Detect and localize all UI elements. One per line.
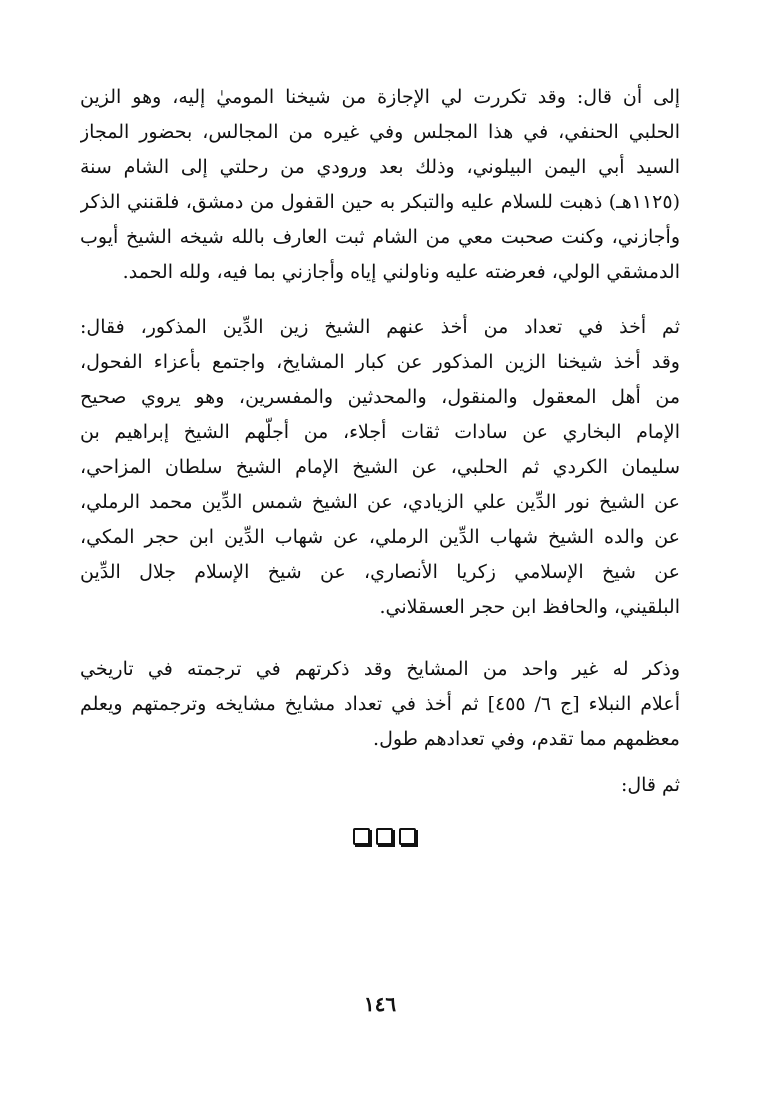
- section-separator-ornament: [344, 828, 424, 850]
- square-ornament-icon: [353, 828, 370, 845]
- paragraph-4: [80, 768, 680, 803]
- paragraph-1: [80, 80, 680, 290]
- text-line: السيد أبي اليمن البيلوني، وذلك بعد ورودي من رحلتي إلى الشام سنة: [80, 156, 680, 178]
- text-line: ثم أخذ في تعداد من أخذ عنهم الشيخ زين الدِّين المذكور، فقال:: [80, 316, 680, 338]
- square-ornament-icon: [376, 828, 393, 845]
- text-line: (١١٢٥هـ) ذهبت للسلام عليه والتبكر به حين القفول من دمشق، فلقنني الذكر: [80, 191, 680, 213]
- text-line: وأجازني، وكنت صحبت معي من الشام ثبت العارف بالله شيخه الشيخ أيوب: [80, 226, 680, 248]
- text-line: وقد أخذ شيخنا الزين المذكور عن كبار المشايخ، واجتمع بأعزاء الفحول،: [80, 351, 680, 373]
- text-line: إلى أن قال: وقد تكررت لي الإجازة من شيخنا الموميٰ إليه، وهو الزين: [80, 86, 680, 108]
- page-number: ١٤٦: [363, 992, 397, 1016]
- text-line: وذكر له غير واحد من المشايخ وقد ذكرتهم في ترجمته في تاريخي: [80, 658, 680, 680]
- text-line: عن شيخ الإسلامي زكريا الأنصاري، عن شيخ الإسلام جلال الدِّين: [80, 561, 680, 583]
- paragraph-2: [80, 310, 680, 625]
- text-line: الإمام البخاري عن سادات ثقات أجلاء، من أجلّهم الشيخ إبراهيم بن: [80, 421, 680, 443]
- text-line: من أهل المعقول والمنقول، والمحدثين والمفسرين، وهو يروي صحيح: [80, 386, 680, 408]
- text-line: معظمهم مما تقدم، وفي تعدادهم طول.: [373, 728, 680, 750]
- text-line: الحلبي الحنفي، في هذا المجلس وفي غيره من المجالس، بحضور المجاز: [80, 121, 680, 143]
- text-line: عن الشيخ نور الدِّين علي الزيادي، عن الشيخ شمس الدِّين محمد الرملي،: [80, 491, 680, 513]
- text-line: الدمشقي الولي، فعرضته عليه وناولني إياه وأجازني بما فيه، ولله الحمد.: [122, 261, 680, 283]
- square-ornament-icon: [399, 828, 416, 845]
- text-line: عن والده الشيخ شهاب الدِّين الرملي، عن شهاب الدِّين ابن حجر المكي،: [80, 526, 680, 548]
- text-line: سليمان الكردي ثم الحلبي، عن الشيخ الإمام الشيخ سلطان المزاحي،: [80, 456, 680, 478]
- paragraph-3: [80, 652, 680, 757]
- text-line: أعلام النبلاء [ج ٦/ ٤٥٥] ثم أخذ في تعداد مشايخ مشايخه وترجمتهم ويعلم: [80, 693, 680, 715]
- text-line: البلقيني، والحافظ ابن حجر العسقلاني.: [379, 596, 680, 618]
- text-line: ثم قال:: [620, 774, 680, 796]
